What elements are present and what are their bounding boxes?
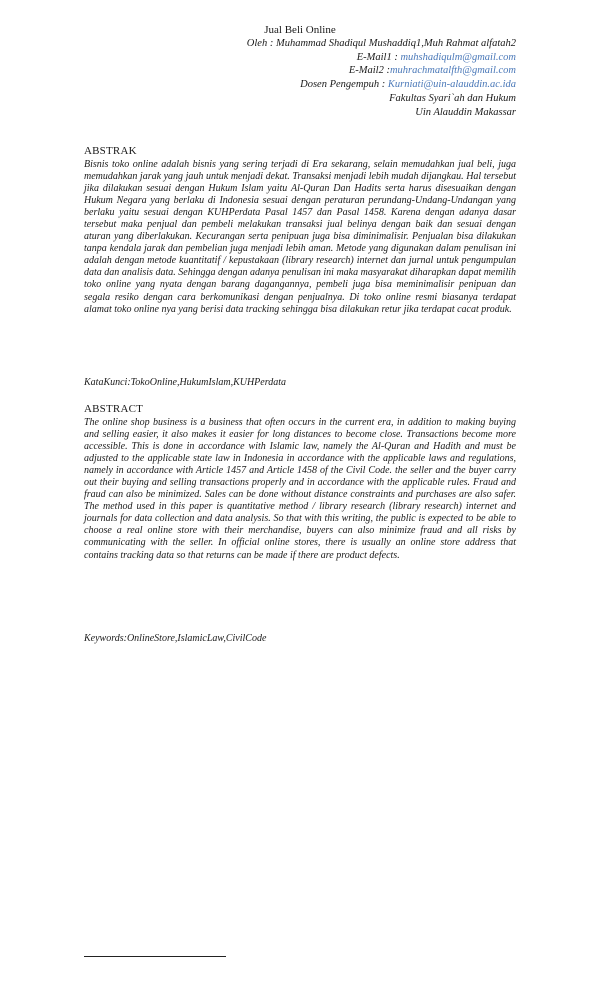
authors-row <box>76 37 516 51</box>
supervisor-label: Dosen Pengempuh : <box>300 79 386 91</box>
abstract-heading: ABSTRACT <box>84 403 144 415</box>
abstrak-heading: ABSTRAK <box>84 145 137 157</box>
university: Uin Alauddin Makassar <box>415 106 516 118</box>
paper-title: Jual Beli Online <box>264 24 336 36</box>
abstrak-body: Bisnis toko online adalah bisnis yang sering terjadi di Era sekarang, selain memudahkan jual beli, juga memudahkan jarak yang jauh untuk menjadi dekat. Transaksi menjadi lebih mudah dijangkau. Hal tersebut jika dilakukan sesuai dengan Hukum Islam yaitu Al-Quran Dan Hadits serta harus disesuaikan dengan Hukum Negara yang berlaku di Indonesia sesuai dengan peraturan perundang-Undang-Undangan yang berlaku yaitu sesuai dengan KUHPerdata Pasal 1457 dan Pasal 1458. Karena dengan adanya dasar tersebut maka penjual dan pembeli melakukan transaksi jual belinya dengan baik dan sesuai dengan aturan yang diberlakukan. Kecurangan serta penipuan juga bisa diminimalisir. Penjualan bisa dilakukan tanpa kendala jarak dan pembelian juga menjadi lebih aman. Metode yang digunakan dalam penulisan ini adalah dengan metode kuantitatif / kepustakaan (library research) internet dan jurnal untuk pengumpulan data dan analisis data. Sehingga dengan adanya penulisan ini maka masyarakat diharapkan dapat memilih toko online yang nyata dengan barang dagangannya, pembeli juga bisa meminimalisir penipuan dan segala resiko dengan cara berkomunikasi dengan penjualnya. Di toko online resmi biasanya terdapat alamat toko online nya yang berisi data tracking sehingga bisa dilakukan retur jika terdapat cacat produk. <box>84 159 516 315</box>
author-block <box>76 37 516 119</box>
email2-row <box>76 64 516 78</box>
email1-link[interactable]: muhshadiqulm@gmail.com <box>400 51 516 63</box>
abstrak-keywords: KataKunci:TokoOnline,HukumIslam,KUHPerdata <box>84 377 287 388</box>
footnote-divider <box>84 956 226 957</box>
supervisor-row <box>76 78 516 92</box>
faculty: Fakultas Syari`ah dan Hukum <box>389 92 516 104</box>
email2-label: E-Mail2 : <box>348 65 390 77</box>
authors-label: Oleh : <box>246 38 274 49</box>
abstract-keywords: Keywords:OnlineStore,IslamicLaw,CivilCode <box>84 633 267 644</box>
email2-link[interactable]: muhrachmatalfth@gmail.com <box>389 65 516 77</box>
authors-names: Muhammad Shadiqul Mushaddiq1,Muh Rahmat alfatah2 <box>275 38 516 49</box>
abstract-body: The online shop business is a business that often occurs in the current era, in addition to making buying and selling easier, it also makes it easier for long distances to become close. Transactions become more accessible. This is done in accordance with Islamic law, namely the Al-Quran and Hadith and must be adjusted to the applicable state law in Indonesia in accordance with the applicable laws and regulations, namely in accordance with Article 1457 and Article 1458 of the Civil Code. the seller and the buyer carry out their buying and selling transactions properly and in accordance with the applicable rules. Fraud and fraud can also be minimized. Sales can be done without distance constraints and purchases are also safer. The method used in this paper is quantitative method / library research (library research) internet and journals for data collection and data analysis. So that with this writing, the public is expected to be able to choose a real online store with their merchandise, buyers can also minimize fraud and all risks by communicating with the seller. In official online stores, there is usually an online store address that contains tracking data so that returns can be made if there are product defects. <box>84 417 516 561</box>
email1-row <box>76 51 516 65</box>
supervisor-email-link[interactable]: Kurniati@uin-alauddin.ac.ida <box>387 79 516 91</box>
email1-label: E-Mail1 : <box>356 51 398 63</box>
